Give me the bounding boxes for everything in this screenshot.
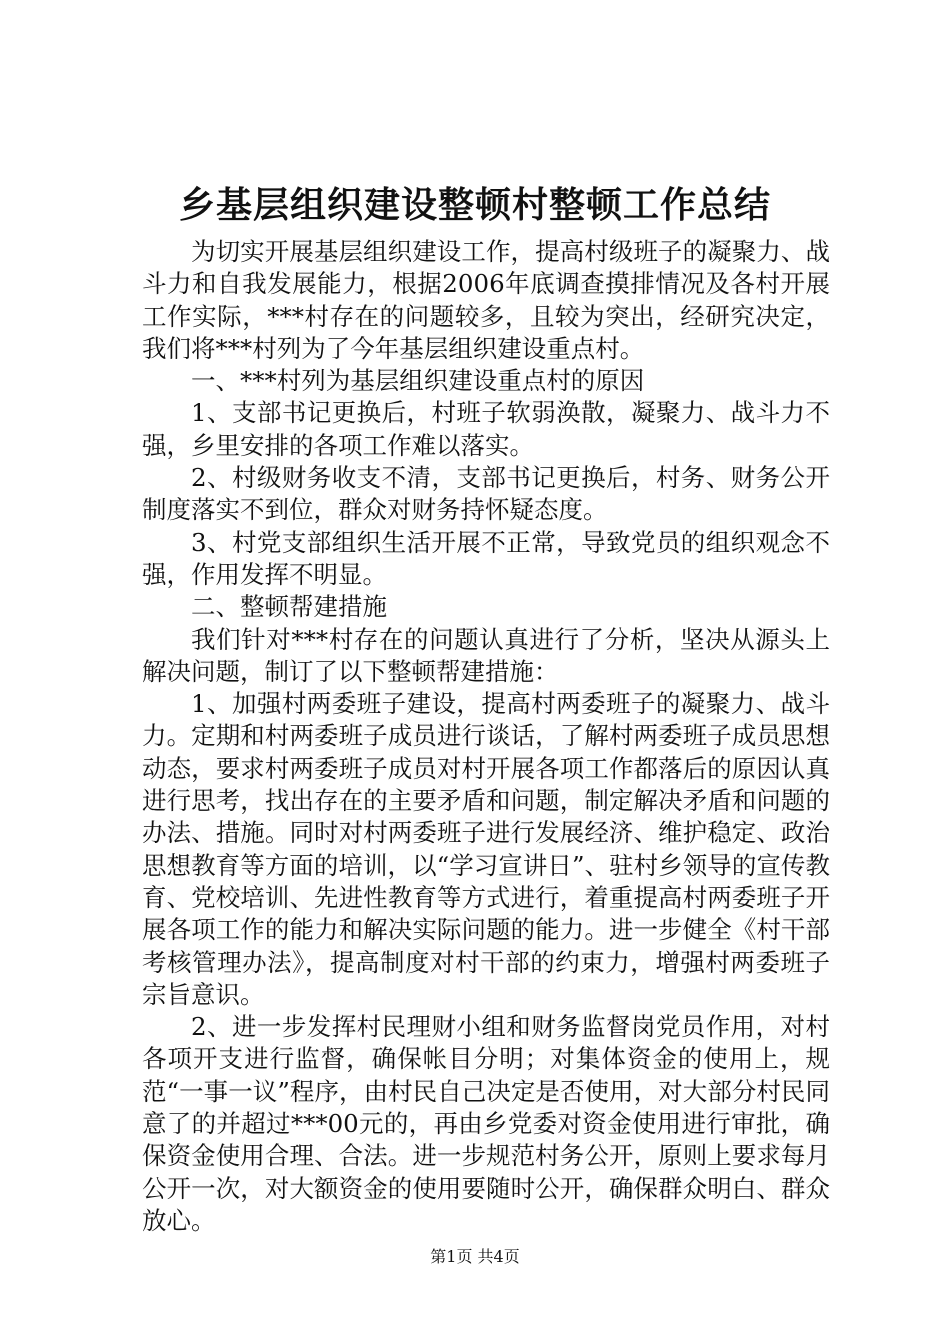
page-footer: 第1页 共4页 xyxy=(430,1247,520,1266)
paragraph-intro: 为切实开展基层组织建设工作，提高村级班子的凝聚力、战斗力和自我发展能力，根据2006年底调查摸排情况及各村开展工作实际，***村存在的问题较多，且较为突出，经研究决定，我们将***村列为了今年基层组织建设重点村。 xyxy=(142,237,830,363)
paragraph-measure-2: 2、进一步发挥村民理财小组和财务监督岗党员作用，对村各项开支进行监督，确保帐目分明；对集体资金的使用上，规范“一事一议”程序，由村民自己决定是否使用，对大部分村民同意了的并超过***00元的，再由乡党委对资金使用进行审批，确保资金使用合理、合法。进一步规范村务公开，原则上要求每月公开一次，对大额资金的使用要随时公开，确保群众明白、群众放心。 xyxy=(142,1012,830,1235)
document-body xyxy=(142,236,830,1237)
paragraph-reason-3: 3、村党支部组织生活开展不正常，导致党员的组织观念不强，作用发挥不明显。 xyxy=(142,527,830,589)
paragraph-reason-1: 1、支部书记更换后，村班子软弱涣散，凝聚力、战斗力不强，乡里安排的各项工作难以落实。 xyxy=(142,398,830,460)
section-heading-1: 一、***村列为基层组织建设重点村的原因 xyxy=(191,366,645,396)
paragraph-measures-intro: 我们针对***村存在的问题认真进行了分析，坚决从源头上解决问题，制订了以下整顿帮建措施： xyxy=(142,624,830,686)
document-title: 乡基层组织建设整顿村整顿工作总结 xyxy=(178,185,771,226)
section-heading-2: 二、整顿帮建措施 xyxy=(191,592,387,622)
paragraph-measure-1: 1、加强村两委班子建设，提高村两委班子的凝聚力、战斗力。定期和村两委班子成员进行谈话，了解村两委班子成员思想动态，要求村两委班子成员对村开展各项工作都落后的原因认真进行思考，找出存在的主要矛盾和问题，制定解决矛盾和问题的办法、措施。同时对村两委班子进行发展经济、维护稳定、政治思想教育等方面的培训，以“学习宣讲日”、驻村乡领导的宣传教育、党校培训、先进性教育等方式进行，着重提高村两委班子开展各项工作的能力和解决实际问题的能力。进一步健全《村干部考核管理办法》，提高制度对村干部的约束力，增强村两委班子宗旨意识。 xyxy=(142,689,830,1009)
paragraph-reason-2: 2、村级财务收支不清，支部书记更换后，村务、财务公开制度落实不到位，群众对财务持怀疑态度。 xyxy=(142,463,830,525)
